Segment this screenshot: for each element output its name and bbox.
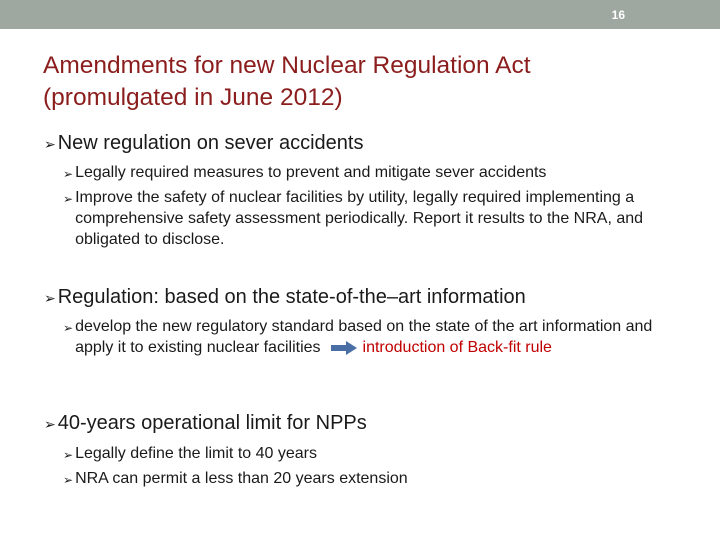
- section-heading-state-of-the-art: [44, 285, 526, 309]
- slide-number: 16: [611, 8, 625, 22]
- slide-title-line-1: Amendments for new Nuclear Regulation Act: [43, 52, 531, 79]
- section-heading-text: New regulation on sever accidents: [57, 132, 364, 154]
- list-item-body: [75, 316, 683, 358]
- arrow-bullet-icon: ➢: [63, 192, 74, 206]
- section-heading-text: Regulation: based on the state-of-the–art information: [57, 286, 526, 308]
- arrow-bullet-icon: ➢: [44, 137, 56, 153]
- section-heading-40-year-limit: [44, 411, 367, 435]
- list-item: [63, 162, 683, 183]
- section-heading-text: 40-years operational limit for NPPs: [57, 412, 367, 434]
- arrow-bullet-icon: ➢: [63, 473, 74, 487]
- list-item: [63, 187, 653, 250]
- backfit-rule-highlight: introduction of Back-fit rule: [362, 339, 552, 356]
- slide-title-line-2: (promulgated in June 2012): [43, 84, 343, 111]
- arrow-bullet-icon: ➢: [63, 321, 74, 335]
- list-item-text: Improve the safety of nuclear facilities by utility, legally required implementing a comprehensive safety assessment periodically. Report it results to the NRA, and obligated to disclose.: [75, 189, 644, 248]
- arrow-bullet-icon: ➢: [63, 167, 74, 181]
- list-item: [63, 468, 683, 489]
- list-item-text: develop the new regulatory standard based on the state of the art information and apply it to existing nuclear facilities: [75, 318, 653, 356]
- list-item: [63, 316, 683, 358]
- header-bar: [0, 0, 720, 29]
- arrow-bullet-icon: ➢: [63, 448, 74, 462]
- arrow-bullet-icon: ➢: [44, 417, 56, 433]
- list-item-text: Legally define the limit to 40 years: [75, 445, 317, 462]
- right-arrow-icon: [331, 341, 357, 355]
- list-item: [63, 443, 683, 464]
- list-item-text: NRA can permit a less than 20 years extension: [75, 470, 408, 487]
- arrow-bullet-icon: ➢: [44, 291, 56, 307]
- list-item-text: Legally required measures to prevent and mitigate sever accidents: [75, 164, 547, 181]
- section-heading-severe-accidents: [44, 131, 363, 155]
- slide-title: [43, 50, 693, 114]
